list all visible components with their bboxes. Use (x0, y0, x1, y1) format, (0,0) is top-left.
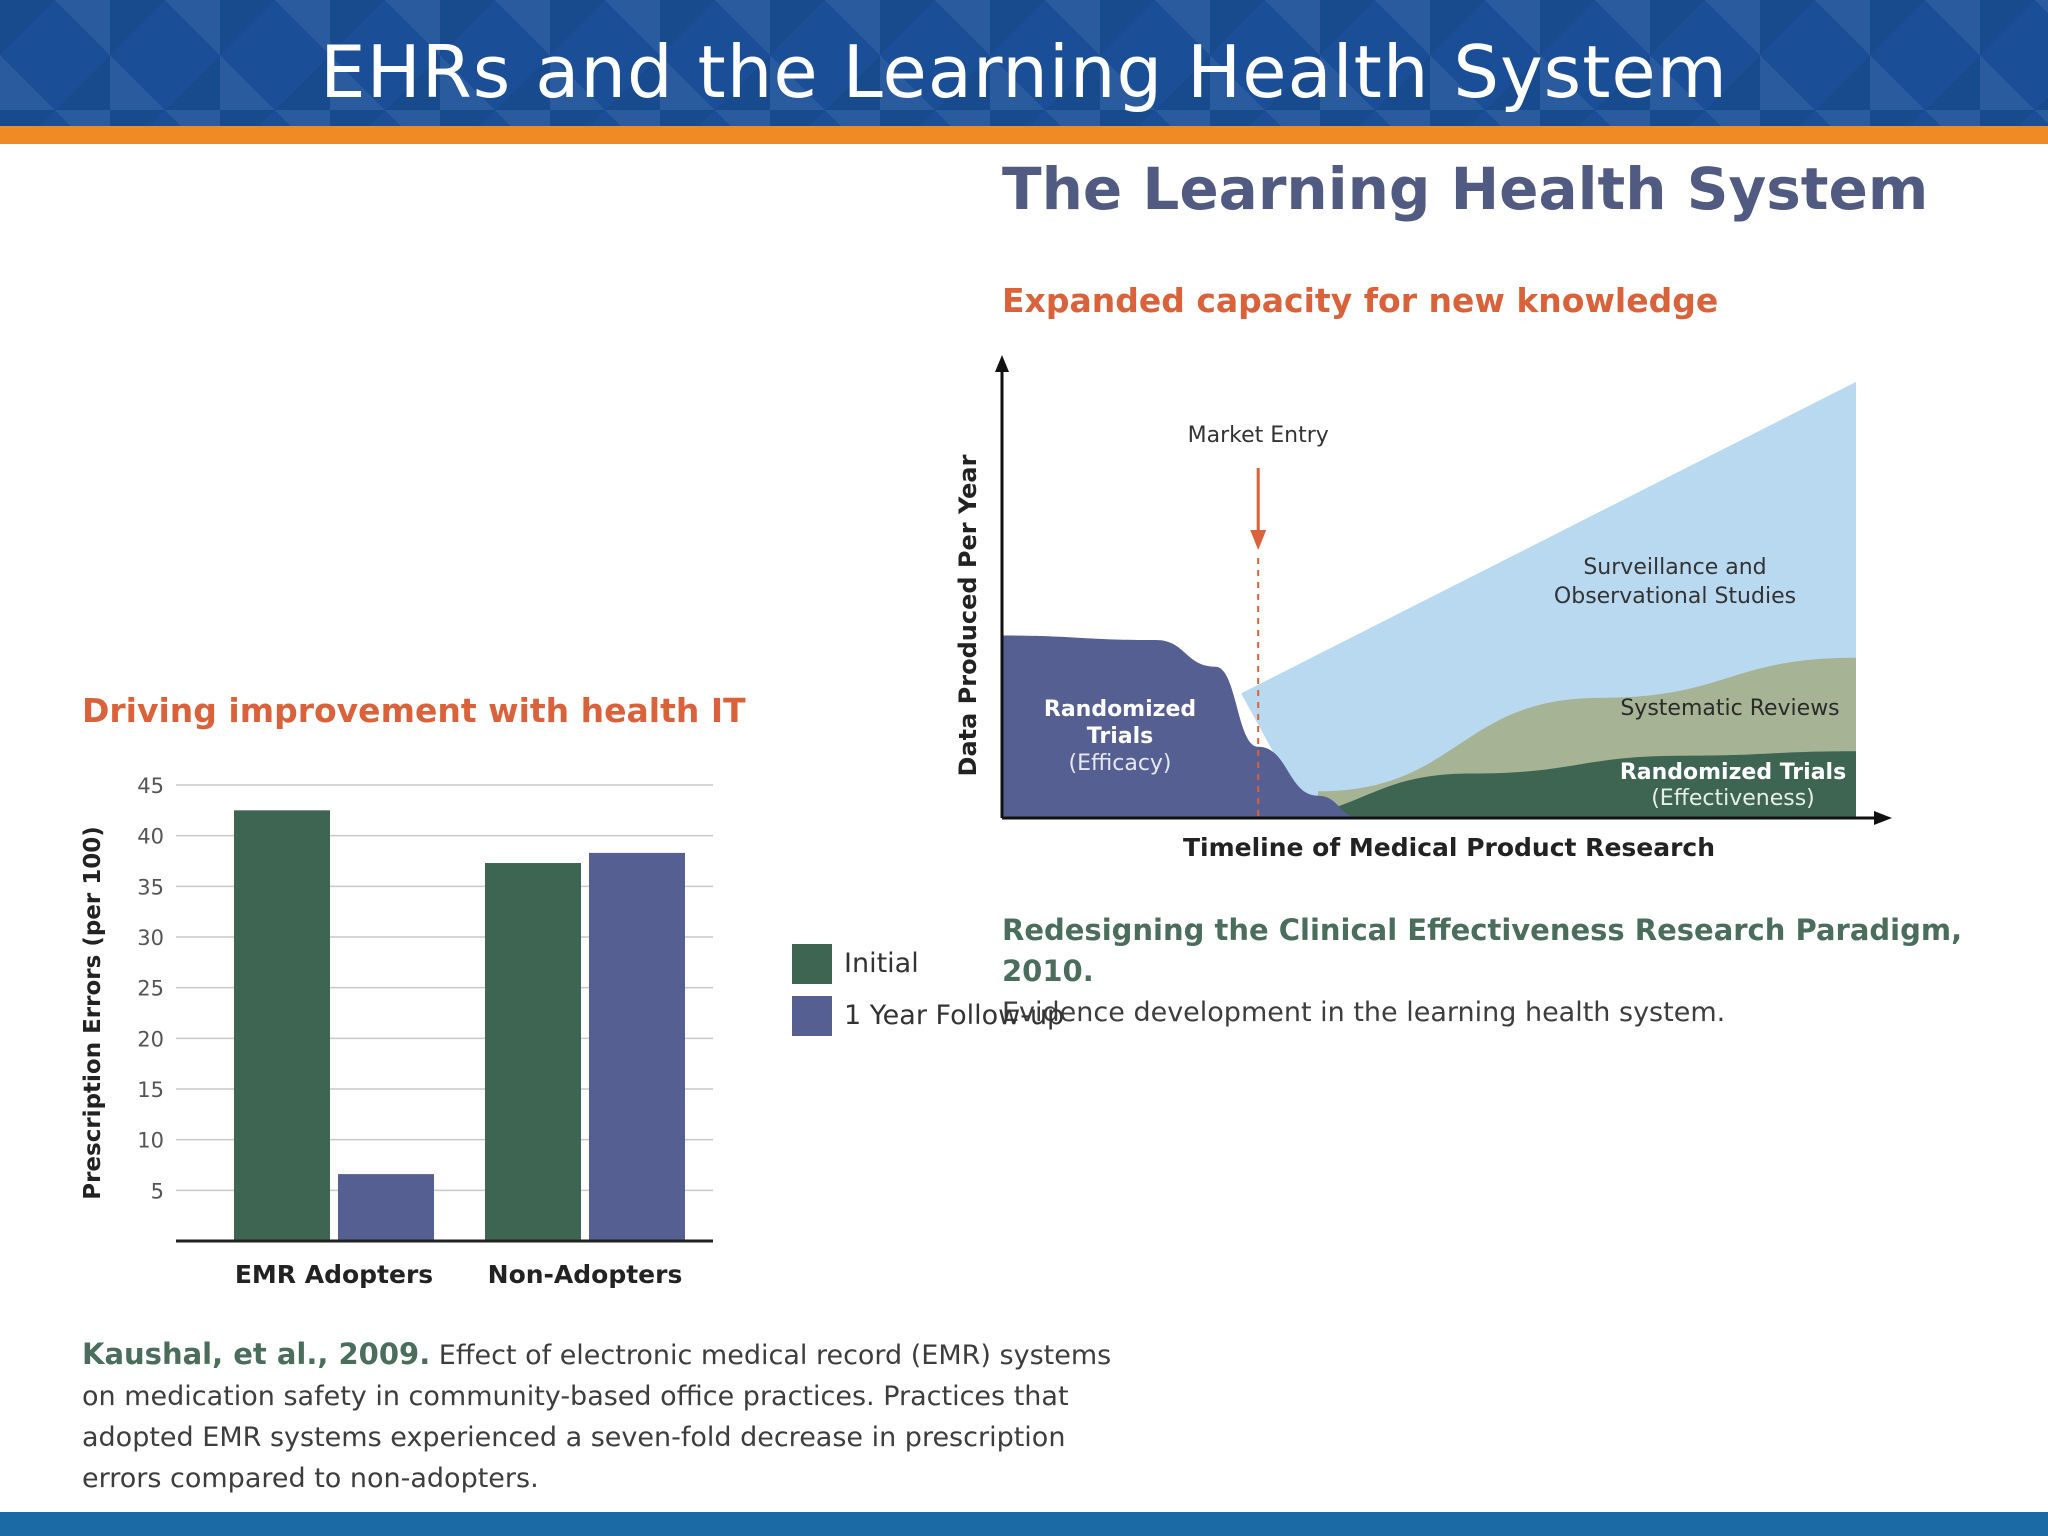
y-tick-label: 25 (137, 976, 164, 1001)
slide-title: EHRs and the Learning Health System (320, 30, 1728, 114)
bar-initial-non-adopters (485, 863, 581, 1241)
label-effectiveness-sublabel: (Effectiveness) (1651, 786, 1815, 811)
left-caption-text-1: Effect of electronic medical record (EMR) systems (430, 1340, 1112, 1371)
label-efficacy-sublabel: (Efficacy) (1068, 751, 1172, 776)
x-axis-arrowhead (1874, 811, 1892, 825)
right-caption (1002, 910, 2042, 1033)
bar-follow-up-non-adopters (589, 853, 685, 1241)
label-surveillance-line-2: Observational Studies (1553, 584, 1797, 609)
driving-improvement-heading: Driving improvement with health IT (82, 691, 746, 730)
market-entry-arrowhead (1250, 530, 1266, 550)
label-randomized-trials-efficacy-line-2: Trials (1086, 724, 1154, 749)
label-randomized-trials-effectiveness: Randomized Trials (1619, 760, 1847, 785)
legend-label-initial: Initial (844, 948, 919, 979)
y-tick-label: 45 (137, 774, 164, 798)
footer-bar (0, 1512, 2048, 1536)
legend-swatch-initial (792, 944, 832, 984)
y-tick-label: 5 (150, 1179, 164, 1204)
left-caption-line-4: errors compared to non-adopters. (82, 1463, 539, 1494)
bar-y-axis-label: Prescription Errors (per 100) (80, 826, 106, 1200)
learning-health-system-title: The Learning Health System (1002, 155, 1929, 223)
y-tick-label: 40 (137, 824, 164, 849)
label-surveillance-line-1: Surveillance and (1583, 555, 1767, 580)
area-y-axis-label: Data Produced Per Year (954, 454, 982, 777)
y-tick-label: 10 (137, 1128, 164, 1153)
expanded-capacity-heading: Expanded capacity for new knowledge (1002, 281, 1719, 320)
y-tick-label: 35 (137, 875, 164, 900)
bar-follow-up-emr-adopters (338, 1174, 434, 1241)
legend-label-follow-up: 1 Year Follow-up (844, 1000, 1065, 1031)
y-axis-arrowhead (995, 355, 1009, 372)
left-caption (82, 1334, 1122, 1499)
right-caption-text: Evidence development in the learning health system. (1002, 997, 1726, 1028)
area-x-axis-label: Timeline of Medical Product Research (1182, 833, 1716, 862)
bar-initial-emr-adopters (234, 810, 330, 1241)
y-tick-label: 15 (137, 1078, 164, 1102)
left-caption-line-2: on medication safety in community-based office practices. Practices that (82, 1381, 1069, 1412)
left-caption-line-1 (82, 1334, 1122, 1376)
label-systematic-reviews: Systematic Reviews (1620, 696, 1840, 721)
header-accent-stripe (0, 126, 2048, 144)
x-category-label: Non-Adopters (487, 1260, 683, 1289)
right-caption-source: Redesigning the Clinical Effectiveness Research Paradigm, 2010. (1002, 913, 1963, 988)
y-tick-label: 30 (137, 926, 164, 950)
left-caption-source: Kaushal, et al., 2009. (82, 1337, 431, 1371)
legend-swatch-follow-up (792, 996, 832, 1036)
area-chart (940, 340, 1940, 870)
left-caption-line-3: adopted EMR systems experienced a seven-fold decrease in prescription (82, 1422, 1066, 1453)
label-randomized-trials-efficacy-line-1: Randomized (1043, 697, 1197, 722)
y-tick-label: 20 (137, 1027, 164, 1052)
market-entry-label: Market Entry (1187, 423, 1329, 448)
x-category-label: EMR Adopters (234, 1260, 434, 1289)
bar-chart (70, 760, 730, 1300)
